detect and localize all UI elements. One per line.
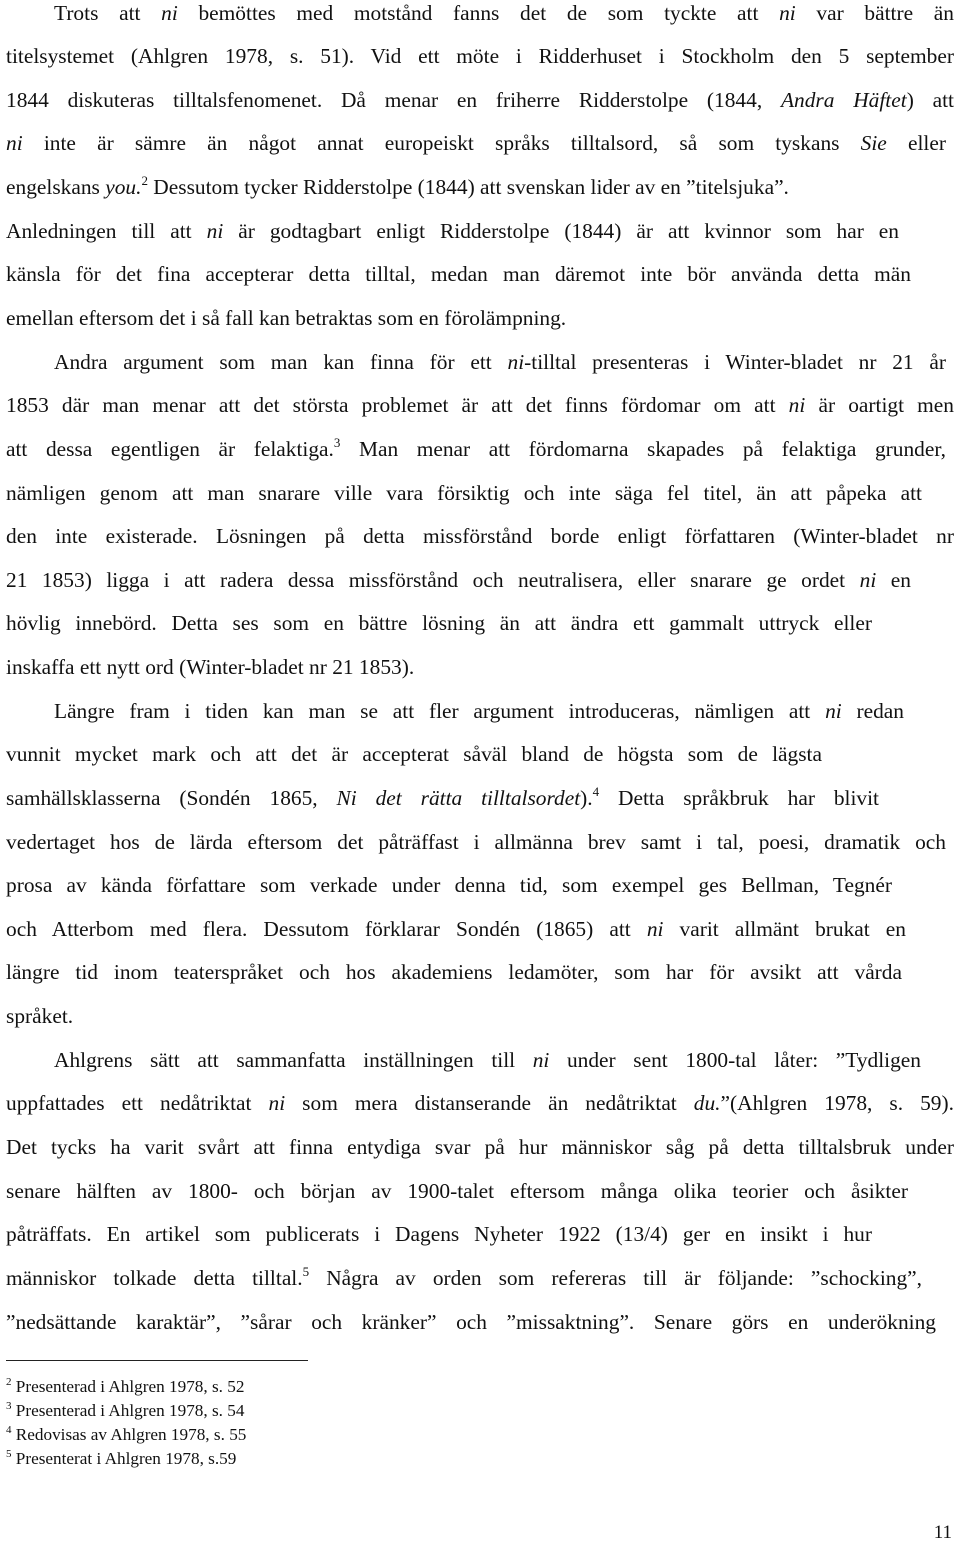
text-line: titelsystemet (Ahlgren 1978, s. 51). Vid ett möte i Ridderhuset i Stockholm den 5 september xyxy=(6,44,954,68)
text-line: emellan eftersom det i så fall kan betraktas som en förolämpning. xyxy=(6,306,567,330)
text-line: språket. xyxy=(6,1004,74,1028)
page-number: 11 xyxy=(933,1522,952,1543)
footnote-number: 3 xyxy=(6,1400,12,1412)
text-line: 1844 diskuteras tilltalsfenomenet. Då menar en friherre Ridderstolpe (1844, Andra Häftet) att xyxy=(6,88,954,112)
text-line: 21 1853) ligga i att radera dessa missförstånd och neutralisera, eller snarare ge ordet ni en xyxy=(6,568,911,592)
text-line: påträffats. En artikel som publicerats i Dagens Nyheter 1922 (13/4) ger en insikt i hur xyxy=(6,1222,872,1246)
footnote-ref: 5 xyxy=(302,1264,310,1279)
text-line: senare hälften av 1800- och början av 1900-talet eftersom många olika teorier och åsikter xyxy=(6,1179,908,1203)
text-line: hövlig innebörd. Detta ses som en bättre lösning än att ändra ett gammalt uttryck eller xyxy=(6,611,872,635)
footnote-ref: 2 xyxy=(141,173,148,188)
footnote: $^2$ Presenterad i Ahlgren 1978, s. 52 xyxy=(6,1376,245,1396)
text-line: engelskans you.$^2$ Dessutom tycker Ridderstolpe (1844) att svenskan lider av en ”titelsjuka”. xyxy=(6,173,789,199)
footnote: $^3$ Presenterad i Ahlgren 1978, s. 54 xyxy=(6,1400,245,1420)
footnote-ref: 4 xyxy=(592,784,600,799)
text-line: Anledningen till att ni är godtagbart enligt Ridderstolpe (1844) är att kvinnor som har en xyxy=(6,219,899,243)
footnote: $^4$ Redovisas av Ahlgren 1978, s. 55 xyxy=(6,1424,247,1444)
footnote: $^5$ Presenterat i Ahlgren 1978, s.59 xyxy=(6,1448,237,1468)
text-line: ”nedsättande karaktär”, ”sårar och kränker” och ”missaktning”. Senare görs en underökning xyxy=(6,1310,936,1334)
text-line: Andra argument som man kan finna för ett ni-tilltal presenteras i Winter-bladet nr 21 år xyxy=(54,350,946,374)
text-line: den inte existerade. Lösningen på detta missförstånd borde enligt författaren (Winter-bladet nr xyxy=(6,524,954,548)
text-line: inskaffa ett nytt ord (Winter-bladet nr 21 1853). xyxy=(6,655,415,679)
text-line: ni inte är sämre än något annat europeiskt språks tilltalsord, så som tyskans Sie eller xyxy=(6,131,946,155)
footnote-separator xyxy=(6,1360,308,1361)
text-line: Längre fram i tiden kan man se att fler argument introduceras, nämligen att ni redan xyxy=(54,699,905,723)
text-line: vedertaget hos de lärda eftersom det påträffast i allmänna brev samt i tal, poesi, dramatik och xyxy=(6,830,946,854)
text-line: känsla för det fina accepterar detta tilltal, medan man däremot inte bör använda detta män xyxy=(6,262,911,286)
text-line: vunnit mycket mark och att det är accepterat såväl bland de högsta som de lägsta xyxy=(6,742,822,766)
text-line: Det tycks ha varit svårt att finna entydiga svar på hur människor såg på detta tilltalsbruk under xyxy=(6,1135,954,1159)
footnote-number: 4 xyxy=(6,1424,12,1436)
text-line: Ahlgrens sätt att sammanfatta inställningen till ni under sent 1800-tal låter: ”Tydligen xyxy=(54,1048,921,1072)
footnote-number: 5 xyxy=(6,1448,12,1460)
text-line: människor tolkade detta tilltal.$^5$ Några av orden som refereras till är följande: ”schocking”, xyxy=(6,1264,922,1290)
text-line: prosa av kända författare som verkade under denna tid, som exempel ges Bellman, Tegnér xyxy=(6,873,892,897)
text-line: nämligen genom att man snarare ville vara försiktig och inte säga fel titel, än att påpeka att xyxy=(6,481,922,505)
text-line: och Atterbom med flera. Dessutom förklarar Sondén (1865) att ni varit allmänt brukat en xyxy=(6,917,907,941)
text-line: att dessa egentligen är felaktiga.$^3$ Man menar att fördomarna skapades på felaktiga grunder, xyxy=(6,435,946,461)
text-line: samhällsklasserna (Sondén 1865, Ni det rätta tilltalsordet).$^4$ Detta språkbruk har blivit xyxy=(6,784,879,810)
text-line: uppfattades ett nedåtriktat ni som mera distanserande än nedåtriktat du.”(Ahlgren 1978, s. 59). xyxy=(6,1091,954,1115)
text-line: längre tid inom teaterspråket och hos akademiens ledamöter, som har för avsikt att vårda xyxy=(6,960,902,984)
text-line: Trots att ni bemöttes med motstånd fanns det de som tyckte att ni var bättre än xyxy=(54,1,954,25)
text-line: 1853 där man menar att det största problemet är att det finns fördomar om att ni är oartigt men xyxy=(6,393,954,417)
footnote-number: 2 xyxy=(6,1376,12,1388)
footnote-ref: 3 xyxy=(333,435,341,450)
